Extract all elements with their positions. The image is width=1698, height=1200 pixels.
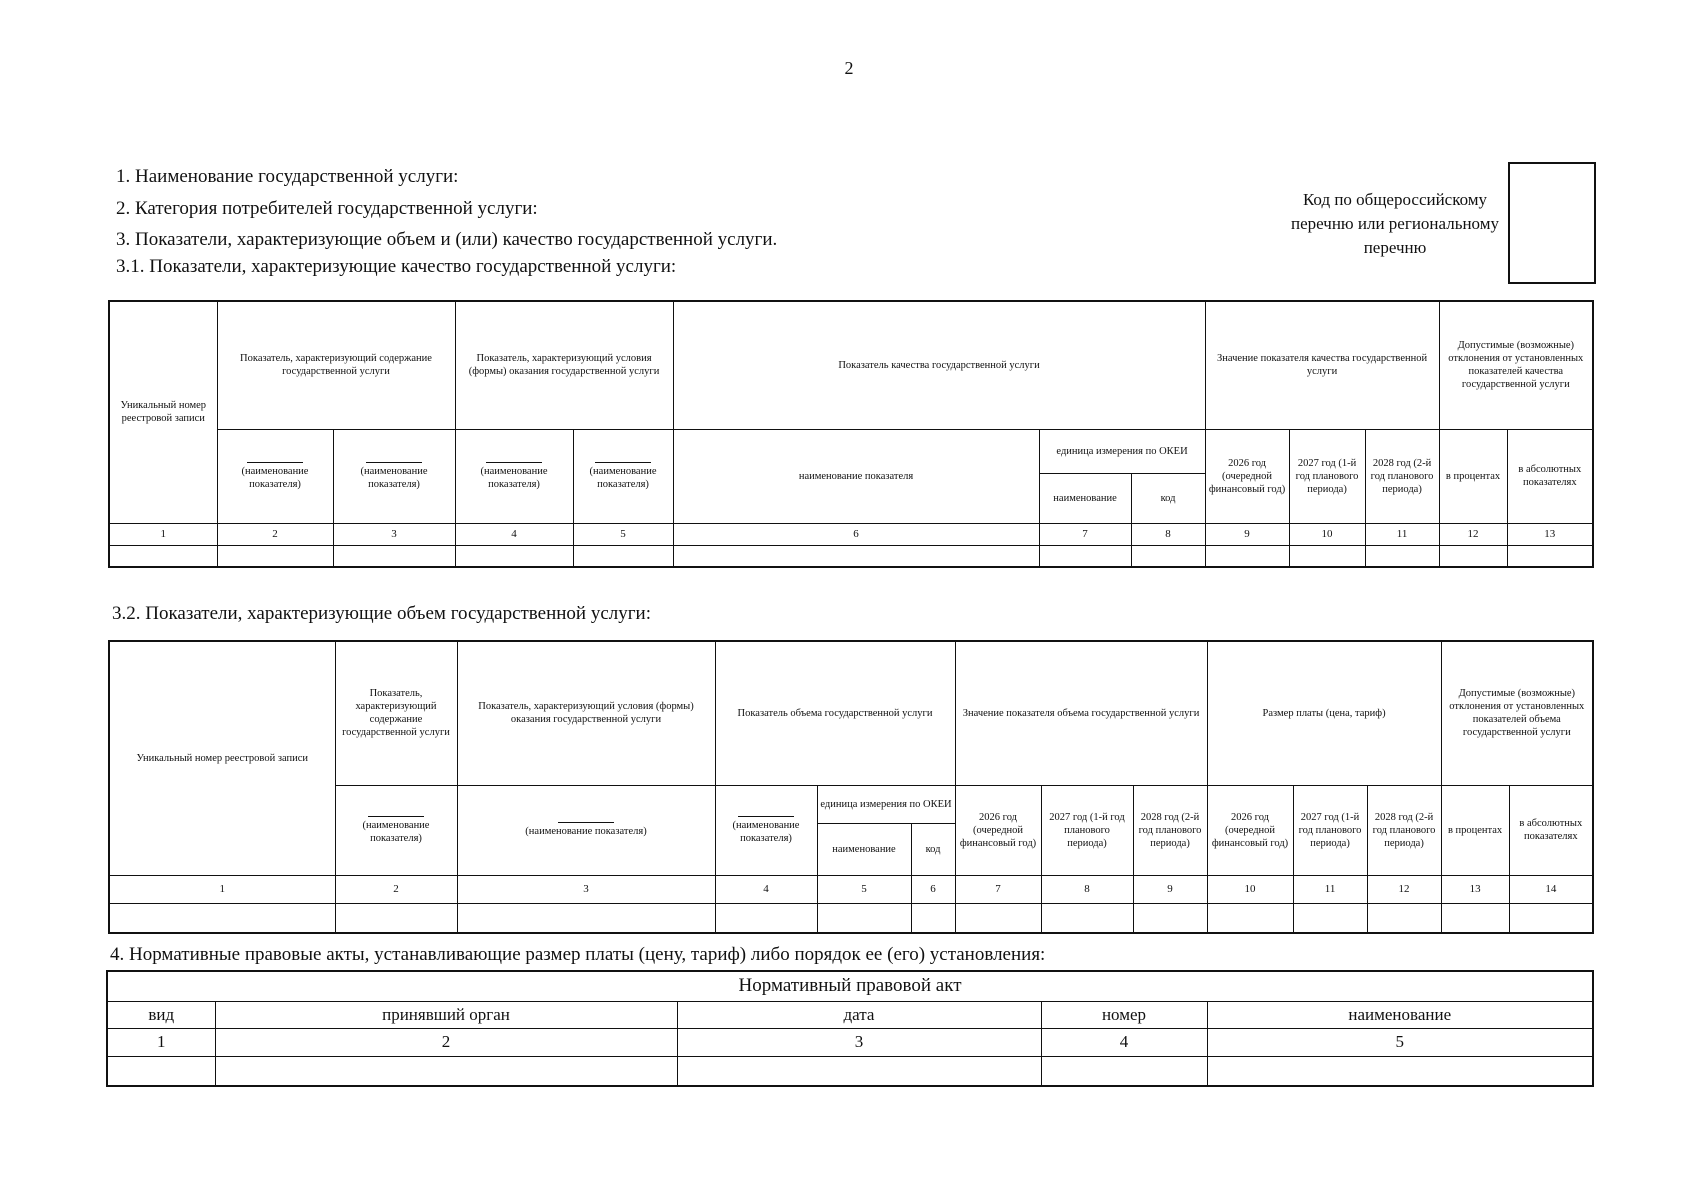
section-3-indicators: 3. Показатели, характеризующие объем и (или) качество государственной услуги. xyxy=(116,229,778,250)
t3-num: 4 xyxy=(1041,1028,1207,1056)
t2-num: 12 xyxy=(1367,875,1441,903)
t2-num: 5 xyxy=(817,875,911,903)
t1-percent: в процентах xyxy=(1439,429,1507,523)
t3-col-type: вид xyxy=(107,1001,215,1028)
t2-num: 2 xyxy=(335,875,457,903)
t1-num: 5 xyxy=(573,523,673,545)
t1-absolute: в абсолютных показателях xyxy=(1507,429,1593,523)
t2-unit-name: наименование xyxy=(817,823,911,875)
t2-value-y2028: 2028 год (2-й год планового периода) xyxy=(1133,785,1207,875)
t3-col-number: номер xyxy=(1041,1001,1207,1028)
t2-num: 11 xyxy=(1293,875,1367,903)
t1-num: 10 xyxy=(1289,523,1365,545)
t2-fee-header: Размер платы (цена, тариф) xyxy=(1207,641,1441,785)
section-1-service-name: 1. Наименование государственной услуги: xyxy=(116,166,459,187)
t1-y2028: 2028 год (2-й год планового периода) xyxy=(1365,429,1439,523)
t1-num: 4 xyxy=(455,523,573,545)
t2-content-header: Показатель, характеризующий содержание государственной услуги xyxy=(335,641,457,785)
t3-num: 3 xyxy=(677,1028,1041,1056)
t1-num: 3 xyxy=(333,523,455,545)
t2-num: 6 xyxy=(911,875,955,903)
t1-ind-name-1: (наименование показателя) xyxy=(217,429,333,523)
section-3-2-volume: 3.2. Показатели, характеризующие объем государственной услуги: xyxy=(112,603,652,624)
t1-num: 8 xyxy=(1131,523,1205,545)
t2-num: 13 xyxy=(1441,875,1509,903)
t1-value-header: Значение показателя качества государственной услуги xyxy=(1205,301,1439,429)
t2-ind-name-3: (наименование показателя) xyxy=(715,785,817,875)
t2-fee-y2028: 2028 год (2-й год планового периода) xyxy=(1367,785,1441,875)
t1-ind-name-4: (наименование показателя) xyxy=(573,429,673,523)
t1-name-indicator: наименование показателя xyxy=(673,429,1039,523)
code-box xyxy=(1508,162,1596,284)
t3-col-authority: принявший орган xyxy=(215,1001,677,1028)
section-4-legal-acts: 4. Нормативные правовые акты, устанавливающие размер платы (цену, тариф) либо порядок ее (его) установления: xyxy=(110,944,1046,965)
t1-ind-name-3: (наименование показателя) xyxy=(455,429,573,523)
t1-y2027: 2027 год (1-й год планового периода) xyxy=(1289,429,1365,523)
t2-num: 1 xyxy=(109,875,335,903)
t2-deviation-header: Допустимые (возможные) отклонения от установленных показателей объема государственной услуги xyxy=(1441,641,1593,785)
t1-unique-header: Уникальный номер реестровой записи xyxy=(109,301,217,523)
t2-num: 3 xyxy=(457,875,715,903)
t1-quality-header: Показатель качества государственной услуги xyxy=(673,301,1205,429)
t2-volume-header: Показатель объема государственной услуги xyxy=(715,641,955,785)
section-2-consumer-category: 2. Категория потребителей государственной услуги: xyxy=(116,198,538,219)
t2-ind-name-2: (наименование показателя) xyxy=(457,785,715,875)
t2-ind-name-1: (наименование показателя) xyxy=(335,785,457,875)
t1-ind-name-2: (наименование показателя) xyxy=(333,429,455,523)
code-label: Код по общероссийскому перечню или региональному перечню xyxy=(1291,190,1499,257)
t1-num: 11 xyxy=(1365,523,1439,545)
t3-num: 5 xyxy=(1207,1028,1593,1056)
t2-num: 4 xyxy=(715,875,817,903)
t3-num: 2 xyxy=(215,1028,677,1056)
t2-fee-y2026: 2026 год (очередной финансовый год) xyxy=(1207,785,1293,875)
t1-num: 1 xyxy=(109,523,217,545)
t2-absolute: в абсолютных показателях xyxy=(1509,785,1593,875)
page-number: 2 xyxy=(844,58,854,78)
t1-num: 9 xyxy=(1205,523,1289,545)
t2-value-header: Значение показателя объема государственной услуги xyxy=(955,641,1207,785)
t1-num: 13 xyxy=(1507,523,1593,545)
t2-unit-code: код xyxy=(911,823,955,875)
t3-empty-row xyxy=(107,1056,1593,1086)
t2-unique-header: Уникальный номер реестровой записи xyxy=(109,641,335,875)
t1-deviation-header: Допустимые (возможные) отклонения от установленных показателей качества государственной услуги xyxy=(1439,301,1593,429)
legal-acts-table xyxy=(106,970,1594,1087)
section-3-1-quality: 3.1. Показатели, характеризующие качество государственной услуги: xyxy=(116,256,677,277)
t2-num: 7 xyxy=(955,875,1041,903)
t2-num: 9 xyxy=(1133,875,1207,903)
t2-conditions-header: Показатель, характеризующий условия (формы) оказания государственной услуги xyxy=(457,641,715,785)
t1-num: 2 xyxy=(217,523,333,545)
t1-empty-row xyxy=(109,545,1593,567)
t2-percent: в процентах xyxy=(1441,785,1509,875)
t2-unit-header: единица измерения по ОКЕИ xyxy=(817,785,955,823)
t3-col-name: наименование xyxy=(1207,1001,1593,1028)
t1-y2026: 2026 год (очередной финансовый год) xyxy=(1205,429,1289,523)
t3-title: Нормативный правовой акт xyxy=(107,971,1593,1001)
t2-value-y2026: 2026 год (очередной финансовый год) xyxy=(955,785,1041,875)
t1-content-header: Показатель, характеризующий содержание государственной услуги xyxy=(217,301,455,429)
t3-num: 1 xyxy=(107,1028,215,1056)
t2-num: 8 xyxy=(1041,875,1133,903)
t1-unit-name: наименование xyxy=(1039,473,1131,523)
volume-table xyxy=(108,640,1594,934)
t1-num: 12 xyxy=(1439,523,1507,545)
t2-value-y2027: 2027 год (1-й год планового периода) xyxy=(1041,785,1133,875)
t2-empty-row xyxy=(109,903,1593,933)
t2-num: 10 xyxy=(1207,875,1293,903)
quality-table xyxy=(108,300,1594,568)
t1-unit-header: единица измерения по ОКЕИ xyxy=(1039,429,1205,473)
t3-col-date: дата xyxy=(677,1001,1041,1028)
t2-fee-y2027: 2027 год (1-й год планового периода) xyxy=(1293,785,1367,875)
t1-unit-code: код xyxy=(1131,473,1205,523)
t1-num: 6 xyxy=(673,523,1039,545)
t1-num: 7 xyxy=(1039,523,1131,545)
t2-num: 14 xyxy=(1509,875,1593,903)
t1-conditions-header: Показатель, характеризующий условия (формы) оказания государственной услуги xyxy=(455,301,673,429)
